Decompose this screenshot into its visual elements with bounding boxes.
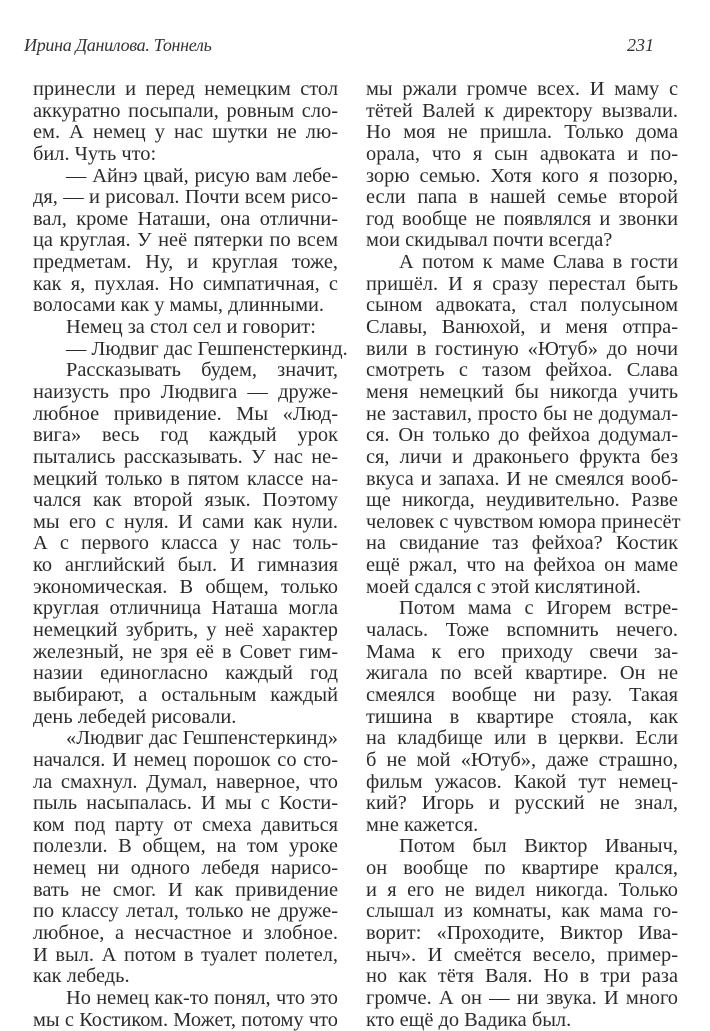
text-line: мецкий только в пятом классе на- xyxy=(33,467,338,490)
text-line: назии единогласно каждый год xyxy=(33,662,338,685)
text-line: по классу летал, только не друже- xyxy=(33,900,338,923)
text-line: но как тётя Валя. Но в три раза xyxy=(366,965,678,988)
text-line: — Людвиг дас Гешпенстеркинд. xyxy=(66,337,348,360)
text-line: мы ржали громче всех. И маму с xyxy=(366,78,678,100)
text-line: — Айнэ цвай, рисую вам лебе- xyxy=(66,164,338,187)
text-line: А потом к маме Слава в гости xyxy=(399,251,678,274)
text-line: как я, пухлая. Но симпатичная, с xyxy=(33,272,338,295)
text-line: смеялся вообще ни разу. Такая xyxy=(366,683,678,706)
text-line: немец ни одного лебедя нарисо- xyxy=(33,857,338,880)
text-line: Мама к его приходу свечи за- xyxy=(366,640,678,663)
page-number: 231 xyxy=(627,35,654,55)
text-line: пришёл. И я сразу перестал быть xyxy=(366,272,678,295)
text-line: громче. А он — ни звука. И много xyxy=(366,986,678,1009)
text-line: ком под парту от смеха давиться xyxy=(33,813,338,836)
text-line: тётей Валей к директору вызвали. xyxy=(366,99,678,122)
text-line: мои скидывал почти всегда? xyxy=(366,229,613,252)
text-line: человек с чувством юмора принесёт xyxy=(366,510,681,533)
text-line: А с первого класса у нас толь- xyxy=(33,532,338,555)
text-line: мне кажется. xyxy=(366,813,479,836)
text-line: Немец за стол сел и говорит: xyxy=(66,316,316,339)
text-line: ещё ржал, что на фейхоа он маме xyxy=(366,554,678,577)
text-line: кий? Игорь и русский не знал, xyxy=(366,792,678,815)
text-line: сыном адвоката, стал полусыном xyxy=(366,294,678,317)
text-line: на свидание таз фейхоа? Костик xyxy=(366,532,678,555)
text-line: если папа в нашей семье второй xyxy=(366,186,678,209)
text-line: смотреть с тазом фейхоа. Слава xyxy=(366,359,678,382)
text-line: чалась. Тоже вспомнить нечего. xyxy=(366,619,678,642)
text-line: вкуса и запаха. И не смеялся вооб- xyxy=(366,467,678,490)
text-line: мы его с нуля. И сами как нули. xyxy=(33,510,338,533)
text-line: Потом был Виктор Иваныч, xyxy=(399,835,678,858)
text-line: Но моя не пришла. Только дома xyxy=(366,121,678,144)
text-line: ще никогда, неудивительно. Разве xyxy=(366,489,678,512)
text-line: немецкий зубрить, у неё характер xyxy=(33,619,338,642)
text-line: выбирают, а остальным каждый xyxy=(33,683,338,706)
text-line: Славы, Ванюхой, и меня отпра- xyxy=(366,316,678,339)
text-line: Потом мама с Игорем встре- xyxy=(399,597,678,620)
text-line: ем. А немец у нас шутки не лю- xyxy=(33,121,338,144)
text-line: зорю семью. Хотя кого я позорю, xyxy=(366,164,678,187)
text-line: полезли. В общем, на том уроке xyxy=(33,835,338,858)
text-line: жигала по всей квартире. Он не xyxy=(366,662,678,685)
text-line: мы с Костиком. Может, потому что xyxy=(33,1008,338,1031)
text-line: фильм ужасов. Какой тут немец- xyxy=(366,770,678,793)
text-line: дя, — и рисовал. Почти всем рисо- xyxy=(33,186,338,209)
text-line: пытались рассказывать. У нас не- xyxy=(33,445,338,468)
text-line: день лебедей рисовали. xyxy=(33,705,237,728)
text-line: круглая отличница Наташа могла xyxy=(33,597,338,620)
text-line: пыль насыпалась. И мы с Кости- xyxy=(33,792,338,815)
text-column-right xyxy=(366,78,681,1031)
text-line: ла смахнул. Думал, наверное, что xyxy=(33,770,338,793)
text-line: ко английский был. И гимназия xyxy=(33,554,338,577)
text-line: Но немец как-то понял, что это xyxy=(66,986,338,1009)
text-line: и я его не видел никогда. Только xyxy=(366,878,678,901)
text-line: слышал из комнаты, как мама го- xyxy=(366,900,678,923)
text-line: он вообще по квартире крался, xyxy=(366,857,678,880)
text-line: «Людвиг дас Гешпенстеркинд» xyxy=(66,727,338,750)
text-line: экономическая. В общем, только xyxy=(33,575,338,598)
text-line: железный, не зря её в Совет гим- xyxy=(33,640,338,663)
text-line: бил. Чуть что: xyxy=(33,142,157,165)
text-line: тишина в квартире стояла, как xyxy=(366,705,678,728)
text-line: б не мой «Ютуб», даже страшно, xyxy=(366,748,678,771)
text-line: ца круглая. У неё пятерки по всем xyxy=(33,229,338,252)
text-line: аккуратно посыпали, ровным сло- xyxy=(33,99,338,122)
text-line: вал, кроме Наташи, она отлични- xyxy=(33,207,338,230)
text-line: начался. И немец порошок со сто- xyxy=(33,748,338,771)
text-line: любное, а несчастное и злобное. xyxy=(33,921,338,944)
text-line: чался как второй язык. Поэтому xyxy=(33,489,338,512)
text-line: моей сдался с этой кислятиной. xyxy=(366,575,641,598)
running-title: Ирина Данилова. Тоннель xyxy=(24,35,212,55)
text-line: И выл. А потом в туалет полетел, xyxy=(33,943,338,966)
text-line: вига» весь год каждый урок xyxy=(33,424,338,447)
text-line: на кладбище или в церкви. Если xyxy=(366,727,678,750)
text-line: любное привидение. Мы «Люд- xyxy=(33,402,338,425)
text-line: не заставил, просто бы не додумал- xyxy=(366,402,678,425)
text-line: волосами как у мамы, длинными. xyxy=(33,294,325,317)
text-line: ся. Он только до фейхоа додумал- xyxy=(366,424,678,447)
text-line: вать не смог. И как привидение xyxy=(33,878,338,901)
text-line: кто ещё до Вадика был. xyxy=(366,1008,572,1031)
text-line: вили в гостиную «Ютуб» до ночи xyxy=(366,337,678,360)
text-line: Рассказывать будем, значит, xyxy=(66,359,338,382)
text-line: год вообще не появлялся и звонки xyxy=(366,207,678,230)
text-line: принесли и перед немецким стол xyxy=(33,78,338,100)
text-column-left xyxy=(33,78,348,1031)
text-line: наизусть про Людвига — друже- xyxy=(33,380,338,403)
text-line: ся, личи и драконьего фрукта без xyxy=(366,445,678,468)
text-line: ныч». И смеётся весело, пример- xyxy=(366,943,678,966)
text-line: меня немецкий бы никогда учить xyxy=(366,380,678,403)
text-line: предметам. Ну, и круглая тоже, xyxy=(33,251,338,274)
page-header xyxy=(24,35,654,59)
text-line: как лебедь. xyxy=(33,965,130,988)
text-line: орала, что я сын адвоката и по- xyxy=(366,142,678,165)
text-line: ворит: «Проходите, Виктор Ива- xyxy=(366,921,678,944)
